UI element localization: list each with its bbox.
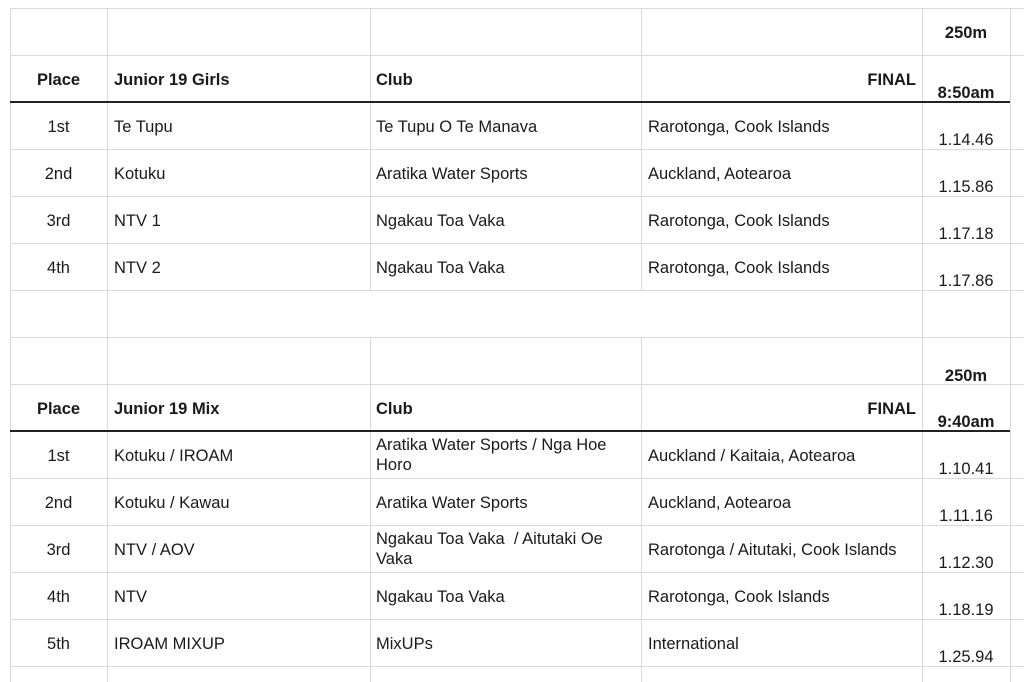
club-cell[interactable]: Ngakau Toa Vaka bbox=[376, 588, 505, 606]
time-cell[interactable]: 1.11.16 bbox=[939, 507, 993, 525]
header-final[interactable]: FINAL bbox=[867, 71, 916, 89]
time-cell[interactable]: 1.14.46 bbox=[938, 131, 994, 149]
crew-cell[interactable]: NTV 1 bbox=[114, 212, 161, 230]
crew-cell[interactable]: Kotuku bbox=[114, 165, 166, 183]
location-cell[interactable]: Rarotonga, Cook Islands bbox=[648, 259, 830, 277]
place-cell[interactable]: 3rd bbox=[46, 212, 71, 230]
club-cell[interactable]: Ngakau Toa Vaka bbox=[376, 212, 505, 230]
start-time[interactable]: 8:50am bbox=[937, 84, 995, 102]
place-cell[interactable]: 5th bbox=[47, 635, 70, 653]
location-cell[interactable]: Auckland / Kaitaia, Aotearoa bbox=[648, 447, 856, 465]
crew-cell[interactable]: Kotuku / Kawau bbox=[114, 494, 230, 512]
crew-cell[interactable]: NTV 2 bbox=[114, 259, 161, 277]
location-cell[interactable]: Rarotonga, Cook Islands bbox=[648, 118, 830, 136]
place-cell[interactable]: 4th bbox=[47, 588, 70, 606]
crew-cell[interactable]: Te Tupu bbox=[114, 118, 173, 136]
header-category[interactable]: Junior 19 Girls bbox=[114, 71, 230, 89]
time-cell[interactable]: 1.10.41 bbox=[938, 460, 994, 478]
location-cell[interactable]: Rarotonga / Aitutaki, Cook Islands bbox=[648, 541, 897, 559]
time-cell[interactable]: 1.12.30 bbox=[938, 554, 994, 572]
club-cell[interactable]: Te Tupu O Te Manava bbox=[376, 118, 538, 136]
crew-cell[interactable]: Kotuku / IROAM bbox=[114, 447, 234, 465]
crew-cell[interactable]: NTV / AOV bbox=[114, 541, 195, 559]
club-cell[interactable]: Aratika Water Sports bbox=[376, 165, 528, 183]
club-cell[interactable]: MixUPs bbox=[376, 635, 433, 653]
place-cell[interactable]: 2nd bbox=[44, 165, 73, 183]
distance-label[interactable]: 250m bbox=[944, 24, 988, 42]
location-cell[interactable]: Rarotonga, Cook Islands bbox=[648, 212, 830, 230]
crew-cell[interactable]: IROAM MIXUP bbox=[114, 635, 225, 653]
place-cell[interactable]: 2nd bbox=[44, 494, 73, 512]
header-club[interactable]: Club bbox=[376, 400, 413, 418]
header-place[interactable]: Place bbox=[36, 400, 81, 418]
location-cell[interactable]: Rarotonga, Cook Islands bbox=[648, 588, 830, 606]
club-cell[interactable]: Ngakau Toa Vaka bbox=[376, 259, 505, 277]
location-cell[interactable]: International bbox=[648, 635, 739, 653]
header-place[interactable]: Place bbox=[36, 71, 81, 89]
crew-cell[interactable]: NTV bbox=[114, 588, 147, 606]
club-cell[interactable]: Aratika Water Sports / Nga Hoe Horo bbox=[376, 436, 607, 474]
header-final[interactable]: FINAL bbox=[867, 400, 916, 418]
time-cell[interactable]: 1.17.18 bbox=[938, 225, 994, 243]
time-cell[interactable]: 1.17.86 bbox=[938, 272, 994, 290]
place-cell[interactable]: 4th bbox=[47, 259, 70, 277]
club-cell[interactable]: Aratika Water Sports bbox=[376, 494, 528, 512]
place-cell[interactable]: 1st bbox=[47, 118, 70, 136]
time-cell[interactable]: 1.18.19 bbox=[938, 601, 994, 619]
club-cell[interactable]: Ngakau Toa Vaka / Aitutaki Oe Vaka bbox=[376, 530, 608, 568]
start-time[interactable]: 9:40am bbox=[937, 413, 995, 431]
location-cell[interactable]: Auckland, Aotearoa bbox=[648, 494, 792, 512]
header-club[interactable]: Club bbox=[376, 71, 413, 89]
time-cell[interactable]: 1.15.86 bbox=[938, 178, 994, 196]
place-cell[interactable]: 3rd bbox=[46, 541, 71, 559]
header-category[interactable]: Junior 19 Mix bbox=[114, 400, 220, 418]
place-cell[interactable]: 1st bbox=[47, 447, 70, 465]
distance-label[interactable]: 250m bbox=[944, 367, 988, 385]
time-cell[interactable]: 1.25.94 bbox=[938, 648, 994, 666]
location-cell[interactable]: Auckland, Aotearoa bbox=[648, 165, 792, 183]
